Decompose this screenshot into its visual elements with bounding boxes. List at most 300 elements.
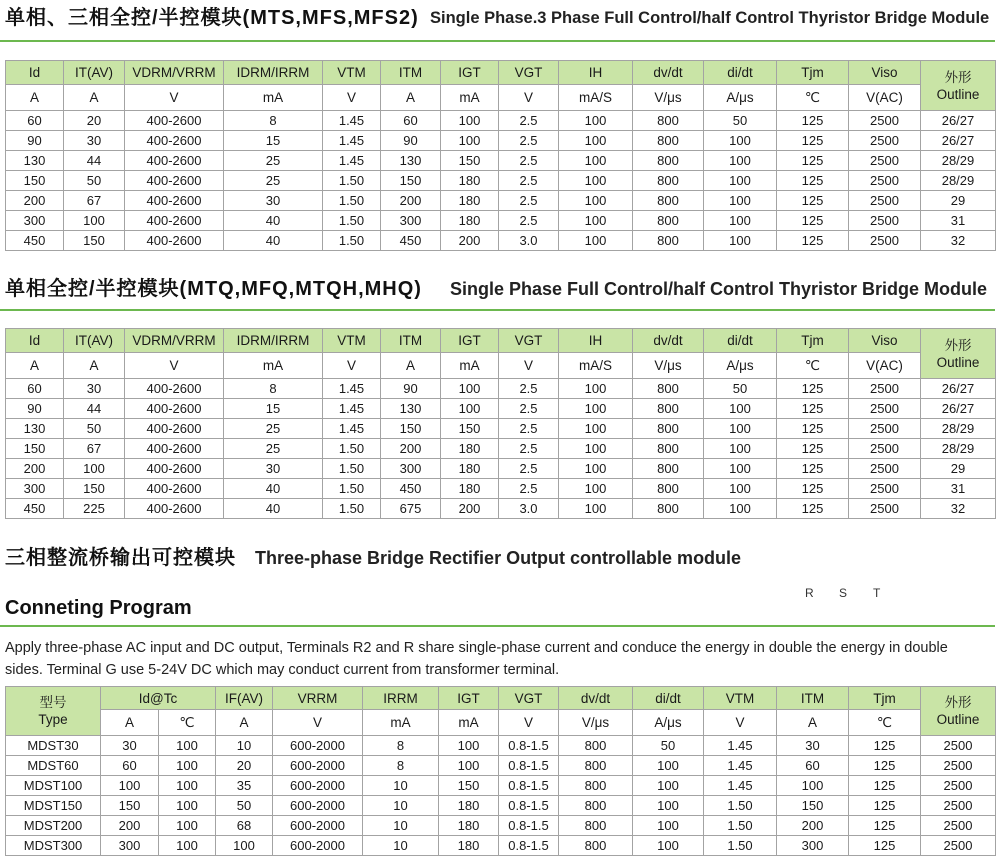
table-cell: 100 bbox=[633, 836, 704, 856]
table-cell: 400-2600 bbox=[125, 131, 224, 151]
unit-cell: V(AC) bbox=[849, 85, 921, 111]
table-cell: 1.45 bbox=[704, 756, 777, 776]
table-cell: 800 bbox=[633, 211, 704, 231]
table-cell: 15 bbox=[224, 399, 323, 419]
table-cell: 800 bbox=[633, 111, 704, 131]
table-cell: 2500 bbox=[849, 439, 921, 459]
table-cell: 600-2000 bbox=[273, 736, 363, 756]
table-cell: 100 bbox=[704, 171, 777, 191]
table-cell: 2500 bbox=[849, 211, 921, 231]
table-cell: 25 bbox=[224, 171, 323, 191]
outline-label-en: Outline bbox=[936, 354, 980, 370]
table-row bbox=[6, 111, 996, 131]
table-cell: 10 bbox=[363, 816, 439, 836]
table-cell: 26/27 bbox=[921, 131, 996, 151]
table-cell: 28/29 bbox=[921, 151, 996, 171]
table-cell: 150 bbox=[441, 419, 499, 439]
table-cell: 30 bbox=[777, 736, 849, 756]
table-cell: 200 bbox=[381, 439, 441, 459]
table-row bbox=[6, 231, 996, 251]
table-cell: 67 bbox=[64, 191, 125, 211]
unit-row bbox=[6, 85, 996, 111]
table-cell: 125 bbox=[849, 776, 921, 796]
table-cell: 100 bbox=[704, 399, 777, 419]
description-line-1: Apply three-phase AC input and DC output, Terminals R2 and R share single-phase current and conduce the energy in double the energy in double bbox=[5, 640, 948, 656]
header-outline bbox=[921, 687, 996, 736]
unit-cell: mA bbox=[224, 85, 323, 111]
table-cell: 800 bbox=[633, 479, 704, 499]
table-cell: 100 bbox=[559, 399, 633, 419]
unit-cell: mA bbox=[441, 85, 499, 111]
header-row bbox=[6, 61, 996, 85]
outline-label-cn: 外形 bbox=[944, 69, 972, 85]
table-cell: 125 bbox=[777, 439, 849, 459]
table-cell: MDST30 bbox=[6, 736, 101, 756]
table-cell: 0.8-1.5 bbox=[499, 756, 559, 776]
table-cell: 10 bbox=[363, 836, 439, 856]
table-cell: 125 bbox=[849, 756, 921, 776]
unit-cell: A bbox=[64, 353, 125, 379]
table-cell: 200 bbox=[6, 459, 64, 479]
header-vgt: VGT bbox=[499, 329, 559, 353]
table-cell: 2.5 bbox=[499, 191, 559, 211]
table-cell: 100 bbox=[559, 379, 633, 399]
table-cell: 400-2600 bbox=[125, 459, 224, 479]
header-igt: IGT bbox=[441, 329, 499, 353]
table-cell: 2.5 bbox=[499, 211, 559, 231]
table-cell: 60 bbox=[777, 756, 849, 776]
table-cell: 31 bbox=[921, 211, 996, 231]
table-cell: 50 bbox=[704, 379, 777, 399]
table-cell: 180 bbox=[441, 459, 499, 479]
section2-title-en: Single Phase Full Control/half Control Thyristor Bridge Module bbox=[450, 279, 988, 299]
unit-row bbox=[6, 710, 996, 736]
table-cell: 50 bbox=[216, 796, 273, 816]
table-cell: 400-2600 bbox=[125, 111, 224, 131]
unit-cell: V bbox=[499, 85, 559, 111]
table-cell: 100 bbox=[777, 776, 849, 796]
table-cell: 100 bbox=[704, 459, 777, 479]
outline-label-cn: 外形 bbox=[944, 337, 972, 353]
table-cell: 100 bbox=[64, 459, 125, 479]
table-cell: 1.50 bbox=[323, 231, 381, 251]
table-cell: 100 bbox=[159, 836, 216, 856]
table-cell: 28/29 bbox=[921, 419, 996, 439]
table-cell: 1.45 bbox=[704, 736, 777, 756]
table-cell: 600-2000 bbox=[273, 836, 363, 856]
header-outline bbox=[921, 329, 996, 379]
table-cell: 20 bbox=[64, 111, 125, 131]
table-cell: 1.45 bbox=[323, 151, 381, 171]
table-cell: 2500 bbox=[849, 231, 921, 251]
table-cell: MDST100 bbox=[6, 776, 101, 796]
terminal-labels-cropped bbox=[805, 586, 895, 600]
unit-cell: mA/S bbox=[559, 353, 633, 379]
unit-cell: ℃ bbox=[777, 85, 849, 111]
connecting-program-heading: Conneting Program bbox=[5, 597, 192, 619]
terminal-label-s: S bbox=[839, 586, 848, 600]
table-cell: 44 bbox=[64, 399, 125, 419]
table-cell: 300 bbox=[381, 459, 441, 479]
table-cell: 30 bbox=[101, 736, 159, 756]
header-viso: Viso bbox=[849, 61, 921, 85]
table-cell: 100 bbox=[159, 776, 216, 796]
table-cell: 26/27 bbox=[921, 379, 996, 399]
header-id: Id bbox=[6, 61, 64, 85]
table-cell: 1.45 bbox=[704, 776, 777, 796]
table-cell: 100 bbox=[559, 191, 633, 211]
unit-cell: V bbox=[499, 710, 559, 736]
unit-cell: V/μs bbox=[633, 353, 704, 379]
table-cell: 90 bbox=[381, 131, 441, 151]
table-cell: 1.50 bbox=[704, 816, 777, 836]
table-cell: 130 bbox=[381, 151, 441, 171]
table-cell: 400-2600 bbox=[125, 399, 224, 419]
table-cell: 150 bbox=[6, 171, 64, 191]
table-cell: 1.50 bbox=[323, 499, 381, 519]
header-id-at-tc: Id@Tc bbox=[101, 687, 216, 710]
header-type bbox=[6, 687, 101, 736]
table-cell: 25 bbox=[224, 151, 323, 171]
table-cell: 200 bbox=[381, 191, 441, 211]
table-cell: 400-2600 bbox=[125, 499, 224, 519]
table-cell: 125 bbox=[777, 379, 849, 399]
unit-cell: A bbox=[6, 353, 64, 379]
table-cell: 0.8-1.5 bbox=[499, 816, 559, 836]
header-id: Id bbox=[6, 329, 64, 353]
table-cell: 100 bbox=[704, 231, 777, 251]
header-vtm: VTM bbox=[323, 61, 381, 85]
table-cell: 2500 bbox=[849, 499, 921, 519]
header-it-av: IT(AV) bbox=[64, 329, 125, 353]
section3-title-cn: 三相整流桥输出可控模块 bbox=[5, 547, 236, 569]
table-row bbox=[6, 499, 996, 519]
table-cell: 1.50 bbox=[704, 836, 777, 856]
table-cell: 125 bbox=[849, 836, 921, 856]
table-cell: 300 bbox=[101, 836, 159, 856]
table-cell: 50 bbox=[633, 736, 704, 756]
header-vrrm: VRRM bbox=[273, 687, 363, 710]
table-cell: 2500 bbox=[849, 479, 921, 499]
table-cell: 100 bbox=[633, 776, 704, 796]
section1-spec-table bbox=[5, 60, 996, 251]
header-idrm-irrm: IDRM/IRRM bbox=[224, 61, 323, 85]
table-cell: 180 bbox=[441, 479, 499, 499]
table-cell: 125 bbox=[777, 399, 849, 419]
table-cell: 0.8-1.5 bbox=[499, 776, 559, 796]
table-cell: 44 bbox=[64, 151, 125, 171]
table-cell: 2500 bbox=[921, 776, 996, 796]
table-cell: 2500 bbox=[849, 399, 921, 419]
table-cell: 2500 bbox=[849, 191, 921, 211]
section3-spec-table bbox=[5, 686, 996, 856]
table-cell: 100 bbox=[439, 756, 499, 776]
table-cell: 2500 bbox=[849, 171, 921, 191]
description-line-2: sides. Terminal G use 5-24V DC which may conduct current from transformer terminal. bbox=[5, 662, 560, 678]
unit-cell: V bbox=[323, 353, 381, 379]
unit-cell: V bbox=[273, 710, 363, 736]
table-cell: 125 bbox=[777, 191, 849, 211]
section2-divider bbox=[0, 309, 995, 311]
table-cell: 100 bbox=[159, 756, 216, 776]
table-cell: 100 bbox=[559, 211, 633, 231]
table-cell: MDST150 bbox=[6, 796, 101, 816]
header-vdrm-vrrm: VDRM/VRRM bbox=[125, 329, 224, 353]
table-row bbox=[6, 776, 996, 796]
table-row bbox=[6, 399, 996, 419]
table-cell: 600-2000 bbox=[273, 756, 363, 776]
table-cell: 28/29 bbox=[921, 439, 996, 459]
table-cell: 1.45 bbox=[323, 111, 381, 131]
table-cell: 2.5 bbox=[499, 111, 559, 131]
table-cell: 2.5 bbox=[499, 419, 559, 439]
unit-cell: ℃ bbox=[777, 353, 849, 379]
table-cell: 2.5 bbox=[499, 151, 559, 171]
table-cell: 1.50 bbox=[323, 211, 381, 231]
table-cell: 2500 bbox=[849, 379, 921, 399]
table-row bbox=[6, 459, 996, 479]
table-row bbox=[6, 171, 996, 191]
table-cell: 300 bbox=[6, 479, 64, 499]
table-cell: 800 bbox=[633, 459, 704, 479]
header-itm: ITM bbox=[381, 329, 441, 353]
table-row bbox=[6, 756, 996, 776]
table-cell: 180 bbox=[441, 439, 499, 459]
table-cell: 1.50 bbox=[704, 796, 777, 816]
table-cell: 90 bbox=[6, 131, 64, 151]
table-cell: 2500 bbox=[921, 796, 996, 816]
table-cell: 800 bbox=[633, 499, 704, 519]
table-cell: 800 bbox=[559, 796, 633, 816]
header-dv-dt: dv/dt bbox=[633, 329, 704, 353]
table-cell: 32 bbox=[921, 499, 996, 519]
unit-cell: A bbox=[777, 710, 849, 736]
table-cell: 100 bbox=[633, 796, 704, 816]
table-cell: 30 bbox=[224, 459, 323, 479]
header-igt: IGT bbox=[439, 687, 499, 710]
unit-cell: V bbox=[125, 353, 224, 379]
type-label-en: Type bbox=[38, 712, 68, 727]
table-cell: 675 bbox=[381, 499, 441, 519]
table-cell: 130 bbox=[381, 399, 441, 419]
header-tjm: Tjm bbox=[777, 329, 849, 353]
unit-cell: mA bbox=[439, 710, 499, 736]
unit-cell: mA bbox=[224, 353, 323, 379]
table-cell: 450 bbox=[6, 499, 64, 519]
table-cell: 800 bbox=[559, 736, 633, 756]
table-cell: 100 bbox=[441, 379, 499, 399]
table-cell: 200 bbox=[441, 499, 499, 519]
table-cell: 100 bbox=[559, 499, 633, 519]
table-cell: 2.5 bbox=[499, 459, 559, 479]
table-row bbox=[6, 379, 996, 399]
header-vgt: VGT bbox=[499, 61, 559, 85]
table-cell: 2.5 bbox=[499, 379, 559, 399]
table-cell: 200 bbox=[101, 816, 159, 836]
unit-cell: A/μs bbox=[633, 710, 704, 736]
table-cell: 150 bbox=[439, 776, 499, 796]
table-cell: 800 bbox=[559, 776, 633, 796]
table-cell: 1.50 bbox=[323, 171, 381, 191]
unit-cell: A bbox=[6, 85, 64, 111]
table-cell: 100 bbox=[559, 111, 633, 131]
table-cell: 125 bbox=[777, 419, 849, 439]
table-row bbox=[6, 816, 996, 836]
header-vdrm-vrrm: VDRM/VRRM bbox=[125, 61, 224, 85]
table-cell: 800 bbox=[633, 231, 704, 251]
table-row bbox=[6, 191, 996, 211]
table-cell: 800 bbox=[633, 151, 704, 171]
table-cell: 100 bbox=[559, 131, 633, 151]
table-cell: 800 bbox=[559, 756, 633, 776]
table-cell: 1.50 bbox=[323, 459, 381, 479]
table-cell: 20 bbox=[216, 756, 273, 776]
table-cell: 10 bbox=[363, 796, 439, 816]
table-cell: 150 bbox=[6, 439, 64, 459]
connecting-program-divider bbox=[0, 625, 995, 627]
table-cell: 180 bbox=[441, 171, 499, 191]
table-cell: 300 bbox=[6, 211, 64, 231]
table-cell: 100 bbox=[559, 231, 633, 251]
table-cell: 125 bbox=[777, 171, 849, 191]
table-cell: 800 bbox=[633, 439, 704, 459]
table-cell: 600-2000 bbox=[273, 816, 363, 836]
table-cell: 800 bbox=[633, 419, 704, 439]
table-cell: 8 bbox=[363, 736, 439, 756]
table-cell: MDST200 bbox=[6, 816, 101, 836]
table-row bbox=[6, 836, 996, 856]
table-cell: 26/27 bbox=[921, 111, 996, 131]
table-cell: 200 bbox=[6, 191, 64, 211]
table-cell: 2500 bbox=[849, 419, 921, 439]
table-cell: 150 bbox=[64, 479, 125, 499]
table-cell: 150 bbox=[64, 231, 125, 251]
table-cell: 0.8-1.5 bbox=[499, 736, 559, 756]
unit-cell: ℃ bbox=[849, 710, 921, 736]
header-tjm: Tjm bbox=[777, 61, 849, 85]
table-cell: 100 bbox=[633, 816, 704, 836]
table-cell: 60 bbox=[6, 111, 64, 131]
header-viso: Viso bbox=[849, 329, 921, 353]
table-cell: 40 bbox=[224, 231, 323, 251]
table-row bbox=[6, 419, 996, 439]
table-cell: 125 bbox=[777, 211, 849, 231]
table-cell: 100 bbox=[704, 439, 777, 459]
section1-divider bbox=[0, 40, 995, 42]
table-cell: 100 bbox=[704, 499, 777, 519]
table-row bbox=[6, 796, 996, 816]
table-cell: 2.5 bbox=[499, 399, 559, 419]
table-cell: 800 bbox=[633, 131, 704, 151]
table-cell: 40 bbox=[224, 479, 323, 499]
table-cell: 180 bbox=[439, 816, 499, 836]
header-ih: IH bbox=[559, 329, 633, 353]
header-it-av: IT(AV) bbox=[64, 61, 125, 85]
table-cell: 67 bbox=[64, 439, 125, 459]
unit-cell: V bbox=[704, 710, 777, 736]
table-cell: 8 bbox=[224, 111, 323, 131]
table-cell: 60 bbox=[101, 756, 159, 776]
table-cell: 450 bbox=[381, 479, 441, 499]
header-di-dt: di/dt bbox=[633, 687, 704, 710]
table-cell: 150 bbox=[777, 796, 849, 816]
table-cell: 100 bbox=[559, 419, 633, 439]
table-cell: 0.8-1.5 bbox=[499, 836, 559, 856]
table-cell: 100 bbox=[439, 736, 499, 756]
table-cell: 800 bbox=[633, 191, 704, 211]
table-cell: 180 bbox=[439, 836, 499, 856]
unit-cell: mA bbox=[363, 710, 439, 736]
header-vgt: VGT bbox=[499, 687, 559, 710]
table-cell: 8 bbox=[224, 379, 323, 399]
table-cell: 1.45 bbox=[323, 379, 381, 399]
table-cell: 800 bbox=[633, 379, 704, 399]
unit-cell: mA bbox=[441, 353, 499, 379]
table-cell: 1.50 bbox=[323, 479, 381, 499]
table-cell: 100 bbox=[704, 211, 777, 231]
table-cell: 0.8-1.5 bbox=[499, 796, 559, 816]
unit-cell: A/μs bbox=[704, 85, 777, 111]
unit-cell: A bbox=[381, 353, 441, 379]
table-cell: 100 bbox=[559, 439, 633, 459]
unit-cell: V/μs bbox=[559, 710, 633, 736]
table-cell: 2.5 bbox=[499, 439, 559, 459]
table-cell: 35 bbox=[216, 776, 273, 796]
table-cell: 50 bbox=[704, 111, 777, 131]
table-cell: 100 bbox=[159, 796, 216, 816]
outline-label-cn: 外形 bbox=[944, 695, 972, 710]
table-cell: 2.5 bbox=[499, 171, 559, 191]
section2-title-cn: 单相全控/半控模块(MTQ,MFQ,MTQH,MHQ) bbox=[5, 278, 422, 300]
outline-label-en: Outline bbox=[936, 86, 980, 102]
table-cell: 400-2600 bbox=[125, 171, 224, 191]
table-cell: 125 bbox=[777, 231, 849, 251]
table-cell: 40 bbox=[224, 499, 323, 519]
table-cell: 100 bbox=[159, 816, 216, 836]
header-idrm-irrm: IDRM/IRRM bbox=[224, 329, 323, 353]
table-row bbox=[6, 211, 996, 231]
table-cell: 400-2600 bbox=[125, 151, 224, 171]
header-outline bbox=[921, 61, 996, 111]
table-cell: 60 bbox=[381, 111, 441, 131]
unit-cell: A bbox=[64, 85, 125, 111]
table-cell: 180 bbox=[441, 211, 499, 231]
table-cell: 100 bbox=[559, 459, 633, 479]
table-cell: 1.45 bbox=[323, 131, 381, 151]
table-cell: 180 bbox=[441, 191, 499, 211]
section1-title-cn: 单相、三相全控/半控模块(MTS,MFS,MFS2) bbox=[5, 7, 419, 29]
table-cell: 400-2600 bbox=[125, 211, 224, 231]
header-if-av: IF(AV) bbox=[216, 687, 273, 710]
table-cell: 100 bbox=[704, 131, 777, 151]
section1-title-en: Single Phase.3 Phase Full Control/half Control Thyristor Bridge Module bbox=[430, 9, 990, 27]
table-cell: 60 bbox=[6, 379, 64, 399]
table-cell: 2.5 bbox=[499, 131, 559, 151]
table-cell: 800 bbox=[633, 399, 704, 419]
unit-cell: A bbox=[101, 710, 159, 736]
section2-spec-table bbox=[5, 328, 996, 519]
table-cell: 100 bbox=[441, 111, 499, 131]
unit-cell: ℃ bbox=[159, 710, 216, 736]
table-cell: 1.45 bbox=[323, 419, 381, 439]
header-itm: ITM bbox=[381, 61, 441, 85]
table-cell: 130 bbox=[6, 419, 64, 439]
table-cell: 68 bbox=[216, 816, 273, 836]
table-cell: 100 bbox=[559, 151, 633, 171]
table-row bbox=[6, 736, 996, 756]
table-cell: 30 bbox=[224, 191, 323, 211]
table-cell: 29 bbox=[921, 459, 996, 479]
